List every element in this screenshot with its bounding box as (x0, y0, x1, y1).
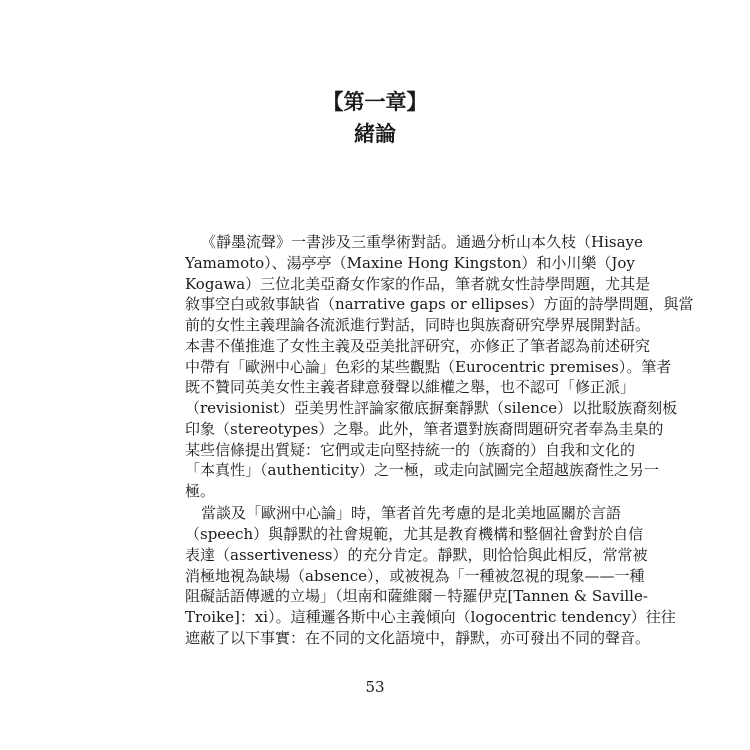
text-line: 前的女性主義理論各流派進行對話，同時也與族裔研究學界展開對話。 (185, 316, 651, 334)
text-line: （revisionist）亞美男性評論家徹底摒棄靜默（silence）以批駁族裔刻板 (185, 399, 678, 417)
text-line: 遮蔽了以下事實：在不同的文化語境中，靜默，亦可發出不同的聲音。 (185, 628, 651, 647)
text-line: 極。 (185, 482, 216, 500)
text-line: Troike]：xi）。這種邏各斯中心主義傾向（logocentric tendency）往往 (185, 608, 676, 626)
paragraph (185, 232, 694, 502)
chapter-label: 【第一章】 (322, 89, 428, 114)
text-line: 當談及「歐洲中心論」時，筆者首先考慮的是北美地區關於言語 (201, 504, 622, 523)
chapter-title: 緒論 (354, 121, 396, 146)
text-line: 敘事空白或敘事缺省（narrative gaps or ellipses）方面的詩學問題，與當 (185, 295, 694, 314)
text-line: （speech）與靜默的社會規範，尤其是教育機構和整個社會對於自信 (185, 525, 644, 543)
text-line: 阻礙話語傳遞的立場」（坦南和薩維爾－特羅伊克[Tannen & Saville- (185, 587, 648, 606)
text-line: 表達（assertiveness）的充分肯定。靜默，則恰恰與此相反，常常被 (185, 545, 648, 564)
body-text (185, 232, 694, 649)
text-line: 印象（stereotypes）之舉。此外，筆者還對族裔問題研究者奉為圭臬的 (185, 419, 664, 438)
text-line: 本書不僅推進了女性主義及亞美批評研究，亦修正了筆者認為前述研究 (185, 336, 651, 355)
page-number: 53 (365, 678, 385, 696)
text-line: 《靜墨流聲》一書涉及三重學術對話。通過分析山本久枝（Hisaye (201, 233, 643, 251)
text-line: 「本真性」（authenticity）之一極，或走向試圖完全超越族裔性之另一 (185, 461, 659, 480)
text-line: Kogawa）三位北美亞裔女作家的作品，筆者就女性詩學問題，尤其是 (185, 274, 651, 293)
text-line: Yamamoto）、湯亭亭（Maxine Hong Kingston）和小川樂（Joy (185, 253, 635, 272)
text-line: 既不贊同英美女性主義者肆意發聲以維權之舉，也不認可「修正派」 (185, 378, 636, 397)
paragraph (185, 503, 676, 648)
text-line: 中帶有「歐洲中心論」色彩的某些觀點（Eurocentric premises）。筆者 (185, 357, 672, 376)
text-line: 某些信條提出質疑：它們或走向堅持統一的（族裔的）自我和文化的 (185, 440, 636, 459)
text-line: 消極地視為缺場（absence），或被視為「一種被忽視的現象——一種 (185, 566, 645, 585)
